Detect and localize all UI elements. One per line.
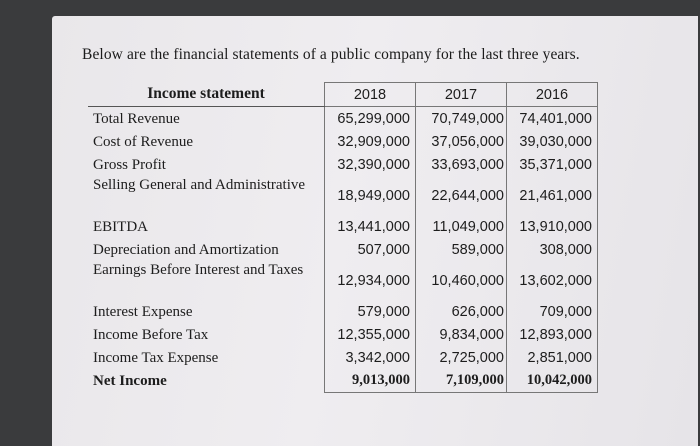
row-label: EBITDA xyxy=(93,218,148,235)
row-label: Net Income xyxy=(93,372,167,389)
table-row-net-income xyxy=(88,369,598,393)
income-statement-table xyxy=(88,82,598,393)
cell-2018: 507,000 xyxy=(325,238,416,261)
cell-2016: 10,042,000 xyxy=(507,369,598,393)
cell-2016: 709,000 xyxy=(507,300,598,323)
table-row xyxy=(88,323,598,346)
cell-2016: 74,401,000 xyxy=(507,107,598,131)
table-row xyxy=(88,176,598,215)
cell-2016: 39,030,000 xyxy=(507,130,598,153)
cell-2018: 3,342,000 xyxy=(325,346,416,369)
cell-2017: 10,460,000 xyxy=(416,261,507,300)
table-row xyxy=(88,107,598,131)
cell-2016: 35,371,000 xyxy=(507,153,598,176)
row-label: Gross Profit xyxy=(93,156,166,173)
cell-2017: 11,049,000 xyxy=(416,215,507,238)
table-row xyxy=(88,261,598,300)
cell-2018: 32,909,000 xyxy=(325,130,416,153)
year-2018-header: 2018 xyxy=(325,83,416,107)
cell-2017: 626,000 xyxy=(416,300,507,323)
cell-2018: 579,000 xyxy=(325,300,416,323)
row-label: Cost of Revenue xyxy=(93,133,193,150)
cell-2016: 13,910,000 xyxy=(507,215,598,238)
row-label: Earnings Before Interest and Taxes xyxy=(93,262,304,278)
table-row xyxy=(88,300,598,323)
row-label: Selling General and Administrative xyxy=(93,177,306,193)
row-label: Income Tax Expense xyxy=(93,349,219,366)
cell-2017: 37,056,000 xyxy=(416,130,507,153)
row-label: Income Before Tax xyxy=(93,326,209,343)
cell-2018: 65,299,000 xyxy=(325,107,416,131)
cell-2018: 18,949,000 xyxy=(325,176,416,215)
cell-2016: 13,602,000 xyxy=(507,261,598,300)
cell-2016: 21,461,000 xyxy=(507,176,598,215)
cell-2017: 70,749,000 xyxy=(416,107,507,131)
cell-2016: 308,000 xyxy=(507,238,598,261)
cell-2017: 33,693,000 xyxy=(416,153,507,176)
cell-2018: 12,934,000 xyxy=(325,261,416,300)
table-row xyxy=(88,215,598,238)
cell-2018: 12,355,000 xyxy=(325,323,416,346)
table-header-row xyxy=(88,83,598,107)
intro-text: Below are the financial statements of a public company for the last three years. xyxy=(82,46,580,63)
year-2016-header: 2016 xyxy=(507,83,598,107)
year-2017-header: 2017 xyxy=(416,83,507,107)
cell-2017: 589,000 xyxy=(416,238,507,261)
table-row xyxy=(88,130,598,153)
row-label: Depreciation and Amortization xyxy=(93,241,279,258)
table-row xyxy=(88,238,598,261)
header-label: Income statement xyxy=(88,83,325,107)
cell-2018: 32,390,000 xyxy=(325,153,416,176)
row-label: Total Revenue xyxy=(93,110,180,127)
document-page xyxy=(52,16,698,446)
cell-2016: 2,851,000 xyxy=(507,346,598,369)
table-row xyxy=(88,153,598,176)
cell-2017: 9,834,000 xyxy=(416,323,507,346)
cell-2018: 9,013,000 xyxy=(325,369,416,393)
cell-2016: 12,893,000 xyxy=(507,323,598,346)
table-row xyxy=(88,346,598,369)
cell-2017: 22,644,000 xyxy=(416,176,507,215)
cell-2017: 2,725,000 xyxy=(416,346,507,369)
row-label: Interest Expense xyxy=(93,303,193,320)
cell-2017: 7,109,000 xyxy=(416,369,507,393)
cell-2018: 13,441,000 xyxy=(325,215,416,238)
